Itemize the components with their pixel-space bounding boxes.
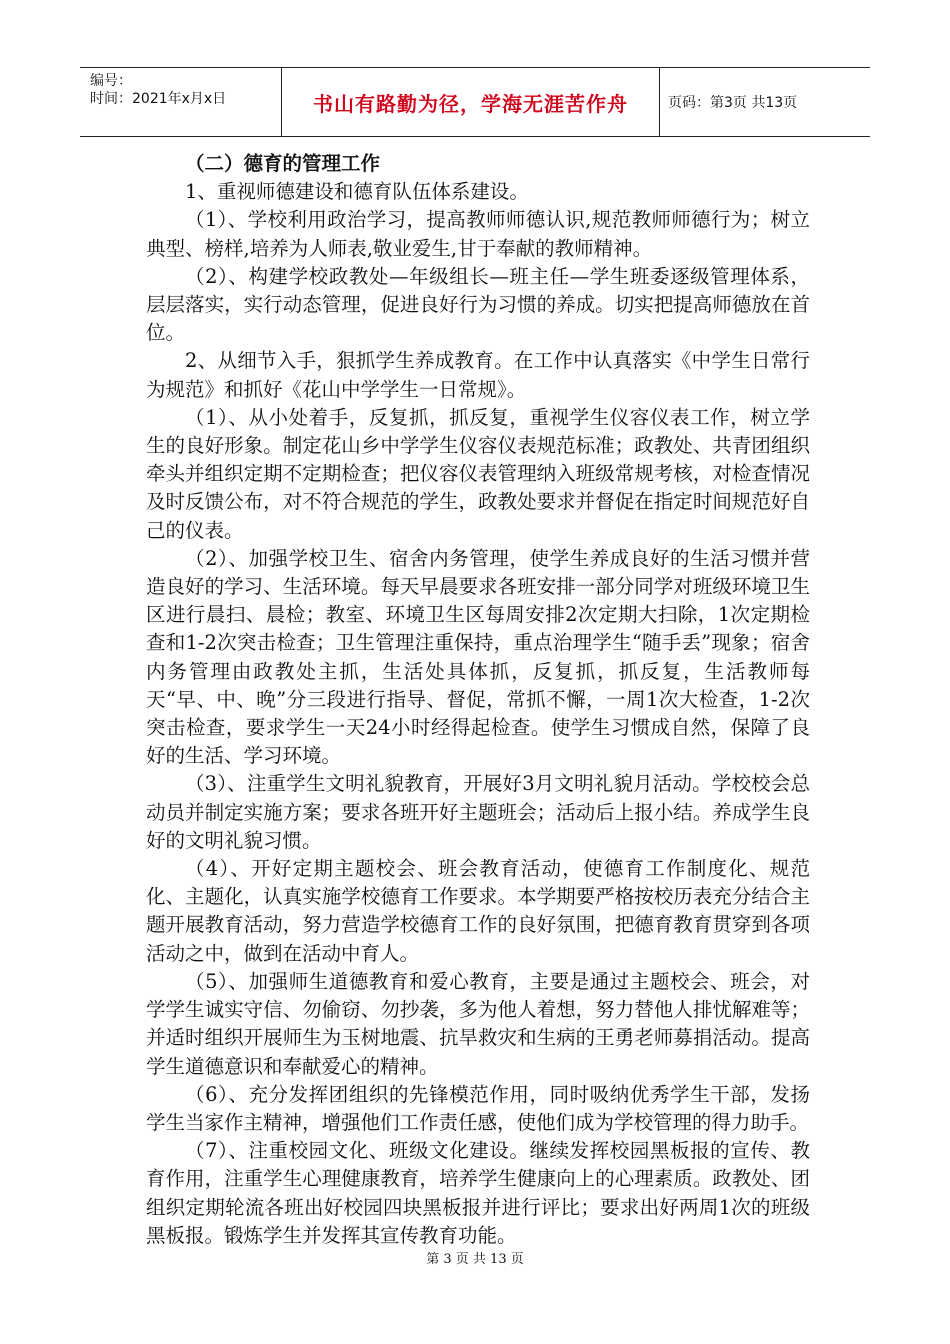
paragraph: （4）、开好定期主题校会、班会教育活动，使德育工作制度化、规范化、主题化，认真实施学校德育工作要求。本学期要严格按校历表充分结合主题开展教育活动，努力营造学校德育工作的良好氛围，把德育教育贯穿到各项活动之中，做到在活动中育人。 bbox=[146, 857, 810, 965]
paragraph: （7）、注重校园文化、班级文化建设。继续发挥校园黑板报的宣传、教育作用，注重学生心理健康教育，培养学生健康向上的心理素质。政教处、团组织定期轮流各班出好校园四块黑板报并进行评比；要求出好两周1次的班级黑板报。锻炼学生并发挥其宣传教育功能。 bbox=[146, 1139, 810, 1247]
paragraph: （3）、注重学生文明礼貌教育，开展好3月文明礼貌月活动。学校校会总动员并制定实施方案；要求各班开好主题班会；活动后上报小结。养成学生良好的文明礼貌习惯。 bbox=[146, 772, 810, 852]
paragraph: 2、从细节入手，狠抓学生养成教育。在工作中认真落实《中学生日常行为规范》和抓好《花山中学学生一日常规》。 bbox=[146, 349, 810, 401]
header-motto-cell bbox=[282, 68, 660, 136]
header-motto: 书山有路勤为径，学海无涯苦作舟 bbox=[313, 91, 628, 116]
paragraph: （5）、加强师生道德教育和爱心教育，主要是通过主题校会、班会，对学学生诚实守信、勿偷窃、勿抄袭，多为他人着想，努力替他人排忧解难等；并适时组织开展师生为玉树地震、抗旱救灾和生病的王勇老师募捐活动。提高学生道德意识和奉献爱心的精神。 bbox=[146, 969, 810, 1078]
paragraph: （1）、从小处着手，反复抓，抓反复，重视学生仪容仪表工作，树立学生的良好形象。制定花山乡中学学生仪容仪表规范标准；政教处、共青团组织牵头并组织定期不定期检查；把仪容仪表管理纳入班级常规考核，对检查情况及时反馈公布，对不符合规范的学生，政教处要求并督促在指定时间规范好自己的仪表。 bbox=[146, 405, 810, 542]
paragraph: 1、重视师德建设和德育队伍体系建设。 bbox=[185, 180, 529, 204]
paragraph: （2）、构建学校政教处—年级组长—班主任—学生班委逐级管理体系，层层落实，实行动态管理，促进良好行为习惯的养成。切实把提高师德放在首位。 bbox=[146, 264, 810, 345]
document-header bbox=[80, 67, 870, 137]
paragraph: （1）、学校利用政治学习，提高教师师德认识,规范教师师德行为；树立典型、榜样,培养为人师表,敬业爱生,甘于奉献的教师精神。 bbox=[146, 208, 810, 260]
page-footer: 第 3 页 共 13 页 bbox=[426, 1252, 524, 1267]
header-page-cell bbox=[660, 68, 870, 136]
header-page-info: 页码：第3页 共13页 bbox=[668, 95, 798, 111]
document-number-label: 编号： bbox=[90, 73, 132, 89]
document-time-label: 时间：2021年x月x日 bbox=[90, 91, 227, 107]
header-meta bbox=[80, 68, 282, 136]
section-title: （二）德育的管理工作 bbox=[185, 152, 381, 175]
paragraph: （2）、加强学校卫生、宿舍内务管理，使学生养成良好的生活习惯并营造良好的学习、生活环境。每天早晨要求各班安排一部分同学对班级环境卫生区进行晨扫、晨检；教室、环境卫生区每周安排2次定期大扫除，1次定期检查和1-2次突击检查；卫生管理注重保持，重点治理学生“随手丢”现象；宿舍内务管理由政教处主抓，生活处具体抓，反复抓，抓反复，生活教师每天“早、中、晚”分三段进行指导、督促，常抓不懈，一周1次大检查，1-2次突击检查，要求学生一天24小时经得起检查。使学生习惯成自然，保障了良好的生活、学习环境。 bbox=[146, 546, 810, 768]
document-body bbox=[146, 150, 810, 1250]
paragraph: （6）、充分发挥团组织的先锋模范作用，同时吸纳优秀学生干部，发扬学生当家作主精神，增强他们工作责任感，使他们成为学校管理的得力助手。 bbox=[146, 1082, 810, 1134]
